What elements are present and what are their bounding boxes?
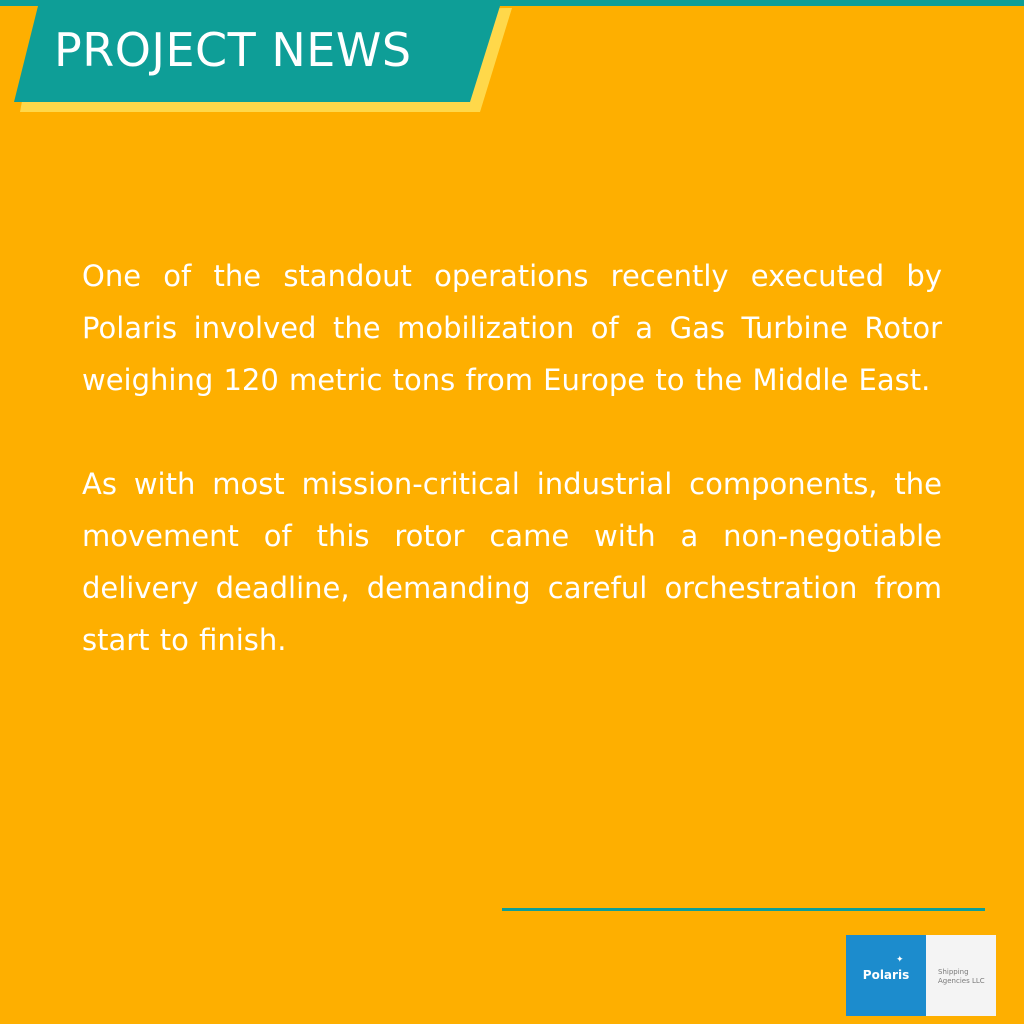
page-title: PROJECT NEWS: [54, 23, 412, 77]
polaris-logo: [846, 935, 996, 1016]
logo-tagline-block: [926, 935, 996, 1016]
star-icon: ✦: [896, 955, 904, 965]
logo-brand-name: Polaris: [862, 968, 910, 982]
logo-brand-block: [846, 935, 926, 1016]
logo-tagline: [938, 968, 985, 986]
article-paragraph: One of the standout operations recently executed by Polaris involved the mobilization of a Gas Turbine Rotor weighing 120 metric tons from Europe to the Middle East.: [82, 259, 942, 397]
logo-tagline-line2: Agencies LLC: [938, 977, 985, 985]
bottom-divider: [502, 908, 985, 911]
article-paragraph: As with most mission-critical industrial components, the movement of this rotor came with a non-negotiable delivery deadline, demanding careful orchestration from start to finish.: [82, 467, 942, 657]
logo-tagline-line1: Shipping: [938, 968, 969, 976]
article-body: [82, 250, 942, 666]
